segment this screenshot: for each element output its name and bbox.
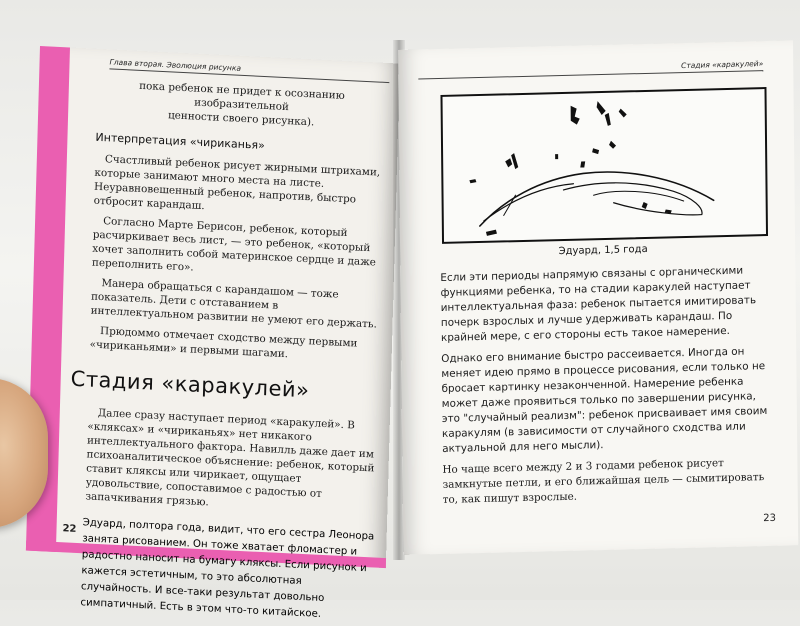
right-page-body (440, 263, 773, 514)
left-running-head: Глава вторая. Эволюция рисунка (109, 57, 389, 83)
paragraph: Прюдоммо отмечает сходство между первыми «чириканьями» и первыми шагами. (89, 325, 358, 361)
paragraph: Манера обращаться с карандашом — тоже показатель. Дети с отставанием в интеллектуальном развитии не умеют его держать. (90, 277, 378, 331)
right-running-head: Стадия «каракулей» (418, 59, 763, 79)
intro-line-1: пока ребенок не придет к осознанию изобразительной (138, 79, 345, 114)
scribble-illustration (443, 89, 767, 242)
example-paragraph: Эдуард, полтора года, видит, что его сестра Леонора занята рисованием. Он тоже хватает фломастер и радостно наносит на бумагу кляксы. Если рисунок и кажется эстетичным, то это абсолютная случайность. И все-таки результат довольно симпатичный. Есть в этом что-то китайское. (80, 517, 375, 620)
left-page (26, 46, 400, 620)
paragraph: Но чаще всего между 2 и 3 годами ребенок рисует замкнутые петли, и его ближайшая цель — сымитировать то, как пишут взрослые. (442, 457, 765, 506)
right-page-number: 23 (763, 512, 777, 525)
paragraph: Если эти периоды напрямую связаны с органическими функциями ребенка, то на стадии каракулей наступает интеллектуальная фаза: ребенок пытается имитировать почерк взрослых и лучше удерживать карандаш. По крайней мере, с его стороны есть такое намерение. (440, 264, 757, 344)
left-page-body (70, 77, 387, 626)
figure-caption: Эдуард, 1,5 года (558, 243, 648, 258)
right-page (398, 40, 798, 555)
chapter-title: Стадия «каракулей» (70, 366, 310, 403)
intro-line-2: ценности своего рисунка). (167, 109, 315, 129)
paragraph: Счастливый ребенок рисует жирными штрихами, которые занимают много места на листе. Неуравновешенный ребенок, напротив, быстро отбросит карандаш. (93, 153, 381, 213)
section-subheading: Интерпретация «чириканья» (95, 130, 265, 153)
paragraph: Однако его внимание быстро рассеивается. Иногда он меняет идею прямо в процессе рисования, если только не бросает картинку незаконченной. Намерение ребенка может даже проявиться только по завершении рисунка, это "случайный реализм": ребенок присваивает имя своим каракулям (в зависимости от случайного сходства или актуальной для него мысли). (441, 345, 768, 455)
chapter-paragraph: Далее сразу наступает период «каракулей». В «кляксах» и «чириканьях» нет никакого интеллектуального фактора. Навилль даже дает им психоаналитическое объяснение: ребенок, который ставит кляксы или чирикает, ощущает удовольствие, сопоставимое с радостью от запачкивания грязью. (85, 406, 375, 509)
left-page-number: 22 (62, 523, 77, 535)
child-drawing-figure (440, 87, 768, 244)
paragraph: Согласно Марте Берисон, ребенок, который расчиркивает весь лист, — это ребенок, «который хочет заполнить собой материнское сердце и даже переполнить его». (91, 215, 377, 274)
